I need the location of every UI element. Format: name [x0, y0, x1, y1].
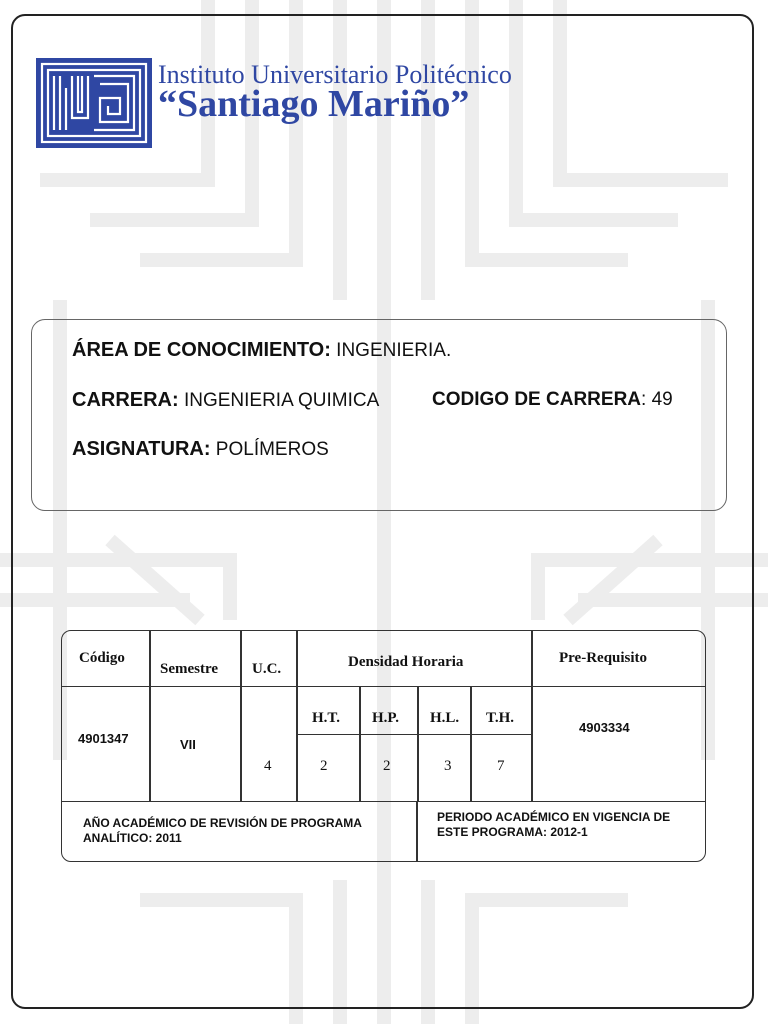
value-th: 7: [497, 758, 505, 774]
subheader-hl: H.L.: [430, 710, 460, 726]
table-divider: [298, 734, 532, 735]
institution-subtitle: “Santiago Mariño”: [158, 83, 470, 125]
subheader-th: T.H.: [486, 710, 515, 726]
area-label: ÁREA DE CONOCIMIENTO:: [72, 339, 331, 361]
asignatura-value: POLÍMEROS: [210, 439, 329, 460]
value-hl: 3: [444, 758, 452, 774]
value-uc: 4: [264, 758, 272, 774]
carrera-line: [72, 389, 379, 412]
table-divider: [149, 631, 151, 801]
institution-name: Instituto Universitario Politécnico: [158, 60, 512, 89]
table-divider: [470, 686, 472, 801]
value-hp: 2: [383, 758, 391, 774]
carrera-label: CARRERA:: [72, 389, 179, 411]
table-divider: [359, 686, 361, 801]
table-divider: [416, 801, 418, 861]
header-semestre: Semestre: [160, 661, 219, 677]
value-ht: 2: [320, 758, 328, 774]
revision-year: AÑO ACADÉMICO DE REVISIÓN DE PROGRAMA ANALÍTICO: 2011: [83, 816, 362, 845]
header-codigo: Código: [79, 650, 125, 666]
header-prerequisito: Pre-Requisito: [559, 650, 648, 666]
area-value: INGENIERIA.: [330, 340, 452, 361]
header-densidad-horaria: Densidad Horaria: [348, 654, 464, 670]
subheader-hp: H.P.: [372, 710, 399, 726]
value-prerequisito: 4903334: [579, 720, 630, 735]
area-line: [72, 339, 451, 362]
codigo-carrera-label: CODIGO DE CARRERA: [432, 389, 642, 410]
header-uc: U.C.: [252, 661, 282, 677]
value-codigo: 4901347: [78, 731, 129, 746]
codigo-carrera-line: [432, 389, 673, 411]
asignatura-line: [72, 438, 329, 461]
codigo-carrera-value: : 49: [641, 389, 673, 410]
table-divider: [62, 801, 705, 802]
table-divider: [417, 686, 419, 801]
table-divider: [531, 631, 533, 801]
value-semestre: VII: [180, 737, 196, 752]
table-divider: [296, 631, 298, 801]
table-divider: [240, 631, 242, 801]
carrera-value: INGENIERIA QUIMICA: [178, 390, 380, 411]
table-divider: [62, 686, 705, 687]
subheader-ht: H.T.: [312, 710, 341, 726]
vigencia-period: PERIODO ACADÉMICO EN VIGENCIA DE ESTE PROGRAMA: 2012-1: [437, 810, 671, 839]
asignatura-label: ASIGNATURA:: [72, 438, 211, 460]
ism-logo-icon: [36, 58, 152, 148]
